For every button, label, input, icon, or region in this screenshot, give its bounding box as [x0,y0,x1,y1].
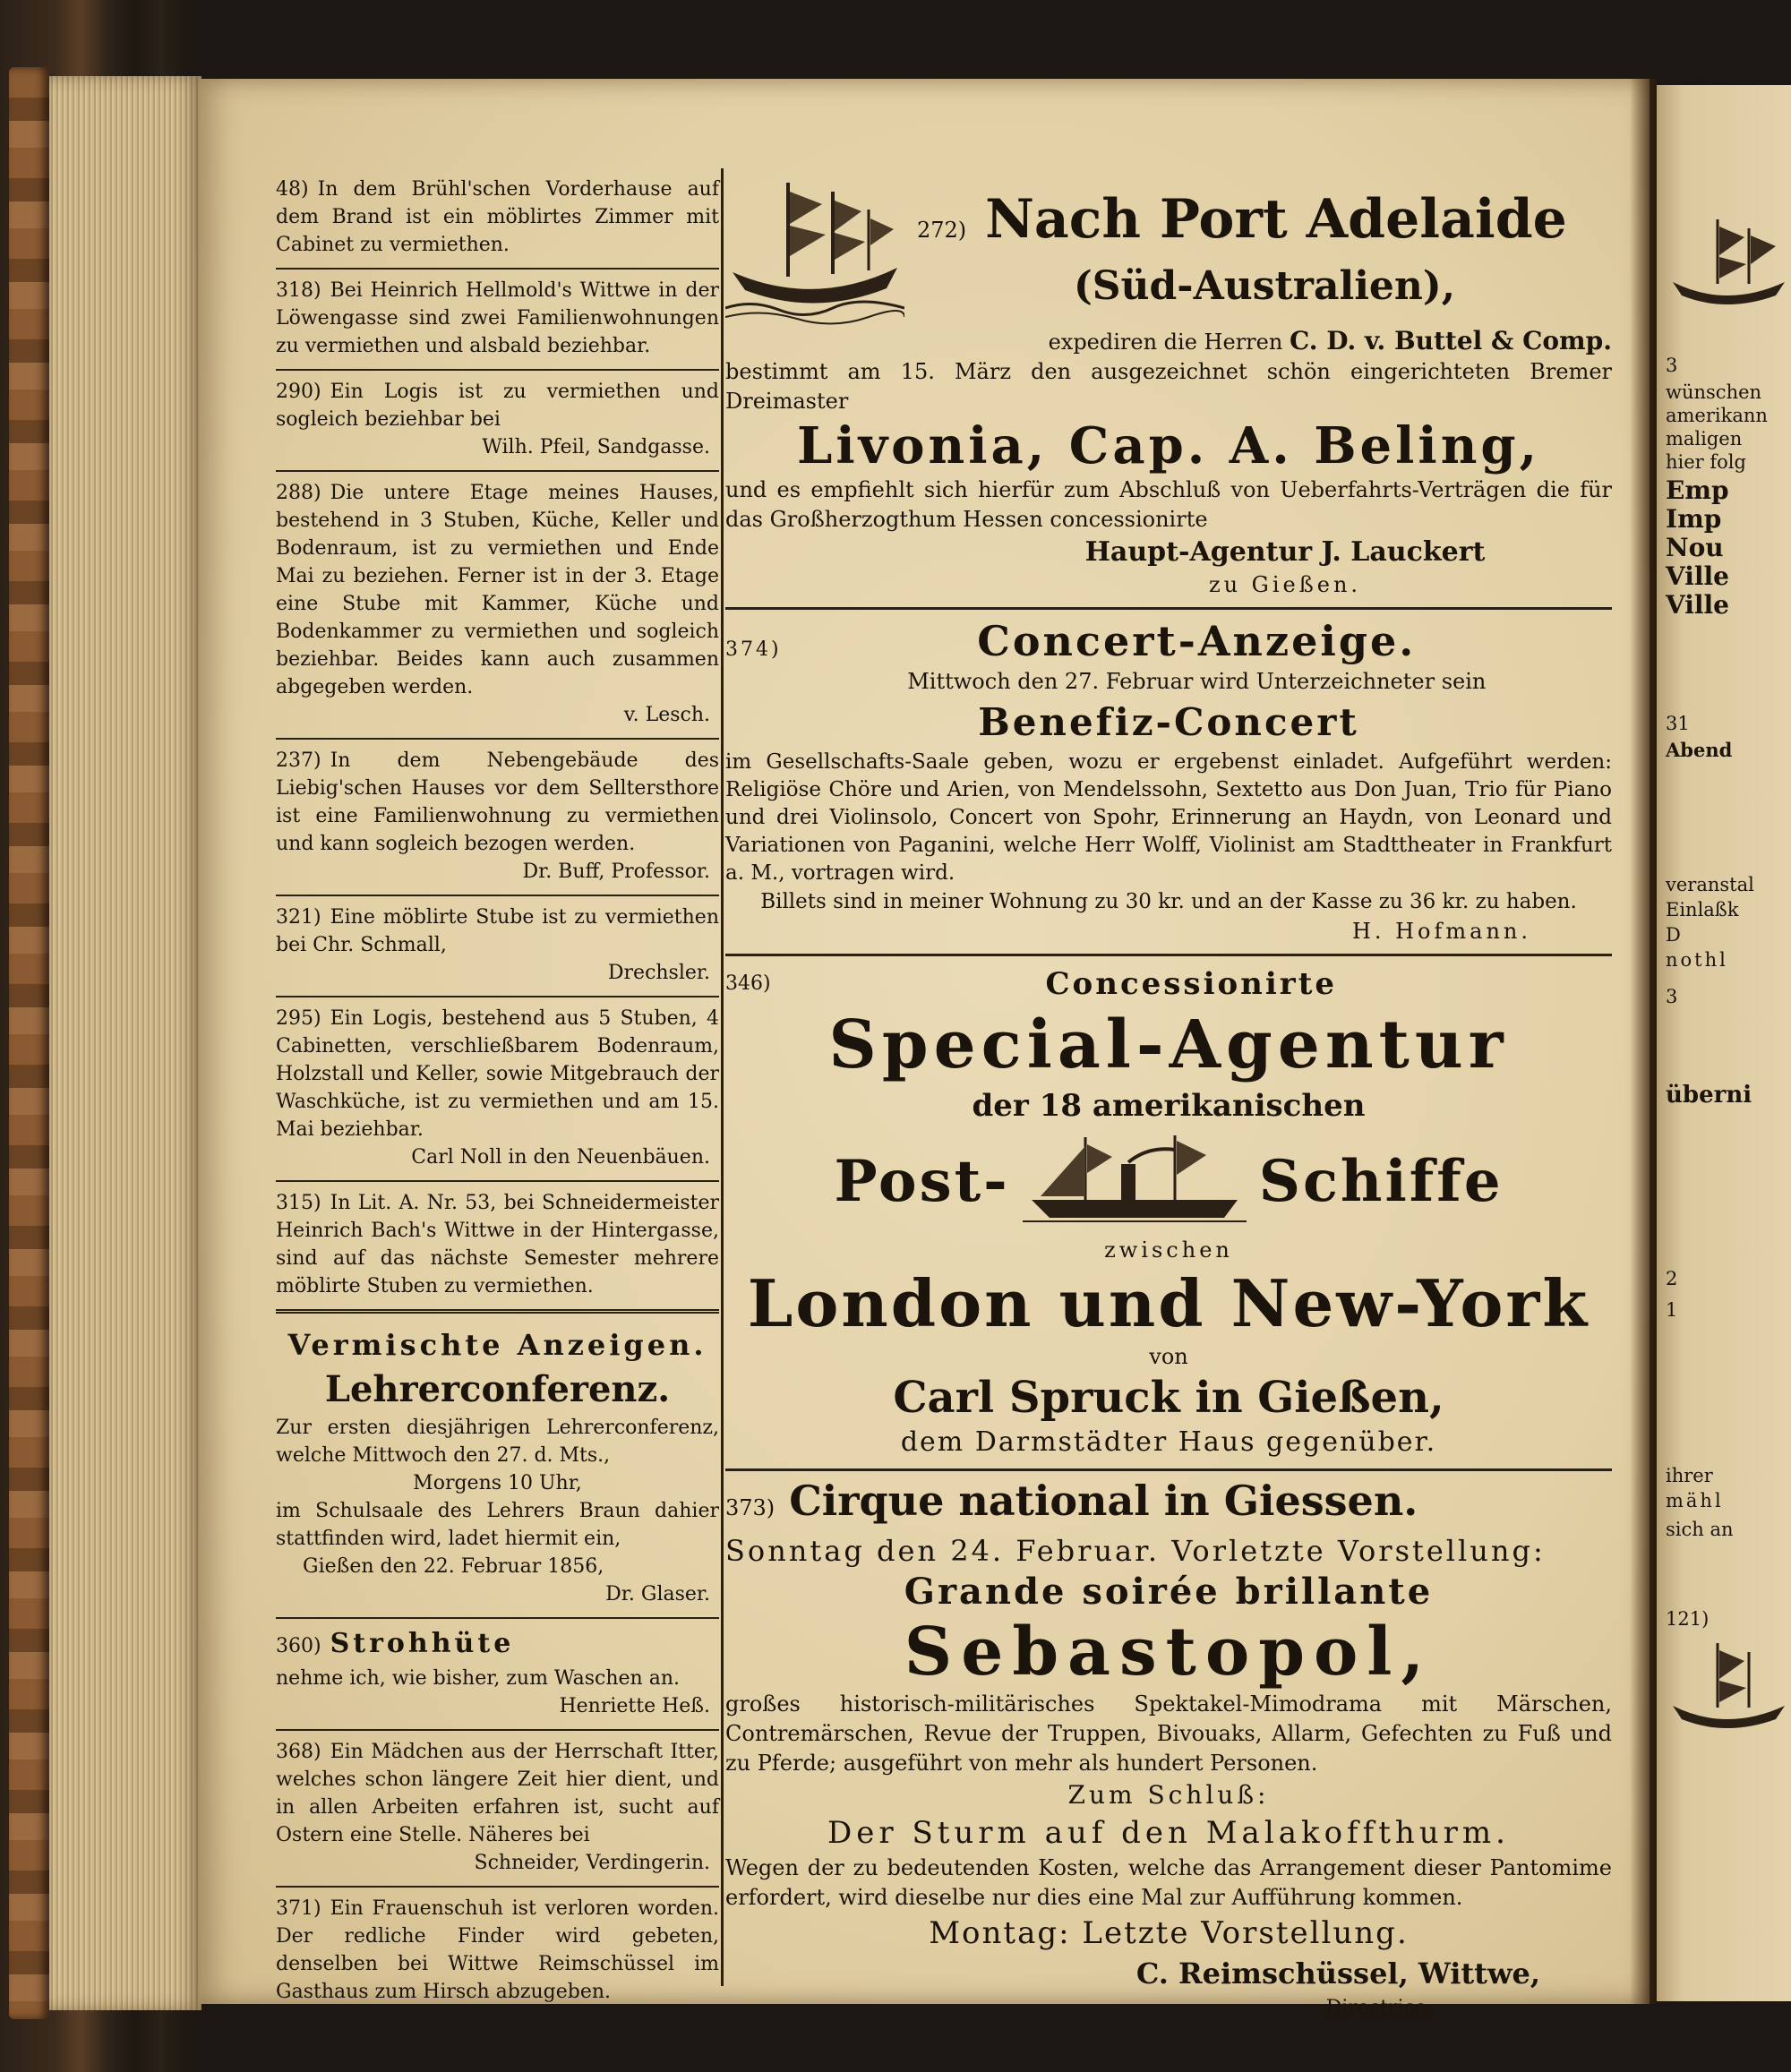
ad-signature: Schneider, Verdingerin. [474,1852,710,1874]
agentur-line: zwischen [1104,1237,1233,1263]
ad-number: 288) [276,482,321,504]
ad-237 [276,740,719,896]
cirque-body: großes historisch-militärisches Spektakel-Mimodrama mit Märschen, Contremärschen, Revue der Truppen, Bivouaks, Allarm, Gefechten zu Fuß und zu Pferde; ausgeführt von mehr als hundert Personen. [725,1691,1612,1776]
ad-signature: Wilh. Pfeil, Sandgasse. [482,436,710,458]
concert-line: Mittwoch den 27. Februar wird Unterzeichneter sein [907,669,1487,694]
ad-signature: C. Reimschüssel, Wittwe, [1135,1956,1540,1991]
ad-signature: Carl Noll in den Neuenbäuen. [411,1146,710,1169]
ad-318 [276,270,719,371]
ad-agentur [725,956,1612,1471]
ad-cirque [725,1471,1612,2023]
ship-illustration-icon [1664,201,1789,318]
cirque-role: Directrice. [1325,1997,1433,2019]
ad-number: 237) [276,749,321,772]
section-heading: Vermischte Anzeigen. [287,1328,707,1362]
vermischte-section [276,1314,719,1619]
benefiz-title: Benefiz-Concert [978,700,1359,744]
ad-295 [276,997,719,1182]
cirque-title: Cirque national in Giessen. [789,1477,1418,1525]
ad-number: 373) [725,1495,776,1520]
cirque-sebastopol: Sebastopol, [904,1614,1434,1691]
ad-number: 374) [725,638,782,661]
ad-text: Ein Frauenschuh ist verloren worden. Der redliche Finder wird gebeten, denselben bei Wittwe Reimschüssel im Gasthaus zum Hirsch abzugeben. [276,1897,719,2003]
next-page-fragment: 3 wünschen amerikann maligen hier folg Emp Imp Nou Ville Ville 31 Abend veranstal Einlaßk D nothl 3 überni 2 1 ihrer mähl sich an 121) [1657,85,1791,2001]
cirque-line: Zum Schluß: [1067,1780,1270,1810]
lehrer-title: Lehrerconferenz. [324,1368,671,1410]
adelaide-line: expediren die Herren [1048,330,1283,355]
ad-signature: Drechsler. [607,962,710,984]
ad-number: 272) [917,218,967,243]
ad-288 [276,472,719,740]
ad-signature: Dr. Buff, Professor. [522,860,710,883]
ad-number: 318) [276,279,321,302]
cirque-montag: Montag: Letzte Vorstellung. [929,1915,1409,1951]
ad-signature: v. Lesch. [623,704,710,726]
ad-text: Ein Mädchen aus der Herrschaft Itter, welches schon längere Zeit hier dient, und in allen Arbeiten erfahren ist, sucht auf Ostern eine Stelle. Näheres bei [276,1741,719,1846]
sailing-ship-icon [725,174,904,326]
lehrer-line: Zur ersten diesjährigen Lehrerconferenz, welche Mittwoch den 27. d. Mts., [276,1417,719,1467]
stroh-title: Strohhüte [330,1628,515,1659]
ad-number: 321) [276,906,321,929]
agentur-line: dem Darmstädter Haus gegenüber. [900,1426,1437,1458]
left-column [276,168,719,2015]
ad-371 [276,1888,719,2015]
ad-number: 360) [276,1635,321,1657]
adelaide-title: Nach Port Adelaide [985,188,1567,251]
ad-290 [276,371,719,472]
ad-text: Ein Logis, bestehend aus 5 Stuben, 4 Cabinetten, verschließbarem Bodenraum, Holzstall und Keller, sowie Mitgebrauch der Waschküche, ist zu vermiethen und am 15. Mai beziehbar. [276,1007,719,1141]
ad-number: 290) [276,381,321,403]
ad-number: 368) [276,1741,321,1763]
ad-text: Die untere Etage meines Hauses, bestehend in 3 Stuben, Küche, Keller und Bodenraum, ist zu vermiethen und Ende Mai zu beziehen. Ferner ist in der 3. Etage eine Stube mit Kammer, Küche und Bodenkammer zu vermiethen und sogleich beziehbar. Beides kann auch zusammen abgegeben werden. [276,482,719,698]
adelaide-line: bestimmt am 15. März den ausgezeichnet schön eingerichteten Bremer Dreimaster [725,359,1612,414]
ad-text: In dem Nebengebäude des Liebig'schen Hauses vor dem Selltersthore ist eine Familienwohnung zu vermiethen und kann sogleich bezogen werden. [276,749,719,855]
post-word: Post- [834,1148,1010,1215]
ad-number: 315) [276,1192,321,1214]
ad-360 [276,1619,719,1731]
lehrer-line: im Schulsaale des Lehrers Braun dahier stattfinden wird, ladet hiermit ein, [276,1500,719,1550]
concert-body: im Gesellschafts-Saale geben, wozu er ergebenst einladet. Aufgeführt werden: Religiöse Chöre und Arien, von Mendelssohn, Sextetto aus Don Juan, Trio für Piano und drei Violinsolo, Concert von Spohr, Erinnerung an Haydn, von Leonard und Variationen von Paganini, welche Herr Wolff, Violinist am Stadttheater in Frankfurt a. M., vortragen wird. [725,750,1612,885]
ad-321 [276,896,719,997]
london-newyork: London und New-York [747,1265,1590,1341]
ad-315 [276,1182,719,1314]
agentur-line: Concessionirte [1045,966,1338,1002]
ad-number: 346) [725,972,771,995]
ad-number: 371) [276,1897,321,1920]
column-rule [721,168,724,1986]
steamship-icon [1023,1128,1247,1236]
ad-number: 48) [276,178,309,201]
concert-title: Concert-Anzeige. [977,617,1417,665]
carl-spruck: Carl Spruck in Gießen, [893,1373,1444,1423]
cirque-soiree: Grande soirée brillante [904,1571,1434,1613]
ad-text: In Lit. A. Nr. 53, bei Schneidermeister Heinrich Bach's Wittwe in der Hintergasse, sind auf das nächste Semester mehrere möblirte Stuben zu vermiethen. [276,1192,719,1297]
ad-48 [276,168,719,270]
adelaide-firm: C. D. v. Buttel & Comp. [1289,326,1612,355]
ad-368 [276,1731,719,1888]
book-spine [9,67,49,2019]
ship-illustration-icon [1664,1634,1789,1742]
lehrer-line: Morgens 10 Uhr, [413,1472,582,1494]
ad-signature: H. Hofmann. [1351,919,1531,944]
ad-text: nehme ich, wie bisher, zum Waschen an. [276,1667,680,1690]
ad-number: 295) [276,1007,321,1030]
ship-name: Livonia, Cap. A. Beling, [796,416,1541,475]
lehrer-line: Gießen den 22. Februar 1856, [303,1555,604,1578]
adelaide-place: zu Gießen. [1208,572,1362,597]
cirque-line: Wegen der zu bedeutenden Kosten, welche das Arrangement dieser Pantomime erfordert, wird dieselbe nur dies eine Mal zur Aufführung kommen. [725,1855,1612,1910]
ad-text: Bei Heinrich Hellmold's Wittwe in der Löwengasse sind zwei Familienwohnungen zu vermiethen und alsbald beziehbar. [276,279,719,357]
ad-text: In dem Brühl'schen Vorderhause auf dem Brand ist ein möblirtes Zimmer mit Cabinet zu vermiethen. [276,178,719,256]
ad-adelaide [725,168,1612,610]
adelaide-agent: Haupt-Agentur J. Lauckert [1084,536,1486,568]
agentur-title: Special-Agentur [828,1006,1509,1083]
schiffe-word: Schiffe [1258,1148,1504,1215]
right-column [725,168,1612,2023]
ad-signature: Henriette Heß. [559,1695,710,1717]
ad-text: Ein Logis ist zu vermiethen und sogleich beziehbar bei [276,381,719,431]
agentur-line: von [1149,1344,1188,1369]
ad-text: Eine möblirte Stube ist zu vermiethen bei Chr. Schmall, [276,906,719,956]
agentur-line: der 18 amerikanischen [972,1088,1366,1124]
page-edges [49,76,201,2010]
adelaide-line: und es empfiehlt sich hierfür zum Abschluß von Ueberfahrts-Verträgen die für das Großherzogthum Hessen concessionirte [725,477,1612,532]
concert-tickets: Billets sind in meiner Wohnung zu 30 kr. und an der Kasse zu 36 kr. zu haben. [760,890,1577,913]
ad-signature: Dr. Glaser. [605,1583,710,1605]
ad-concert [725,610,1612,956]
page-gutter [1630,79,1657,2004]
adelaide-subtitle: (Süd-Australien), [1073,263,1456,309]
cirque-sturm: Der Sturm auf den Malakoffthurm. [827,1815,1510,1851]
cirque-date: Sonntag den 24. Februar. Vorletzte Vorstellung: [725,1534,1546,1568]
